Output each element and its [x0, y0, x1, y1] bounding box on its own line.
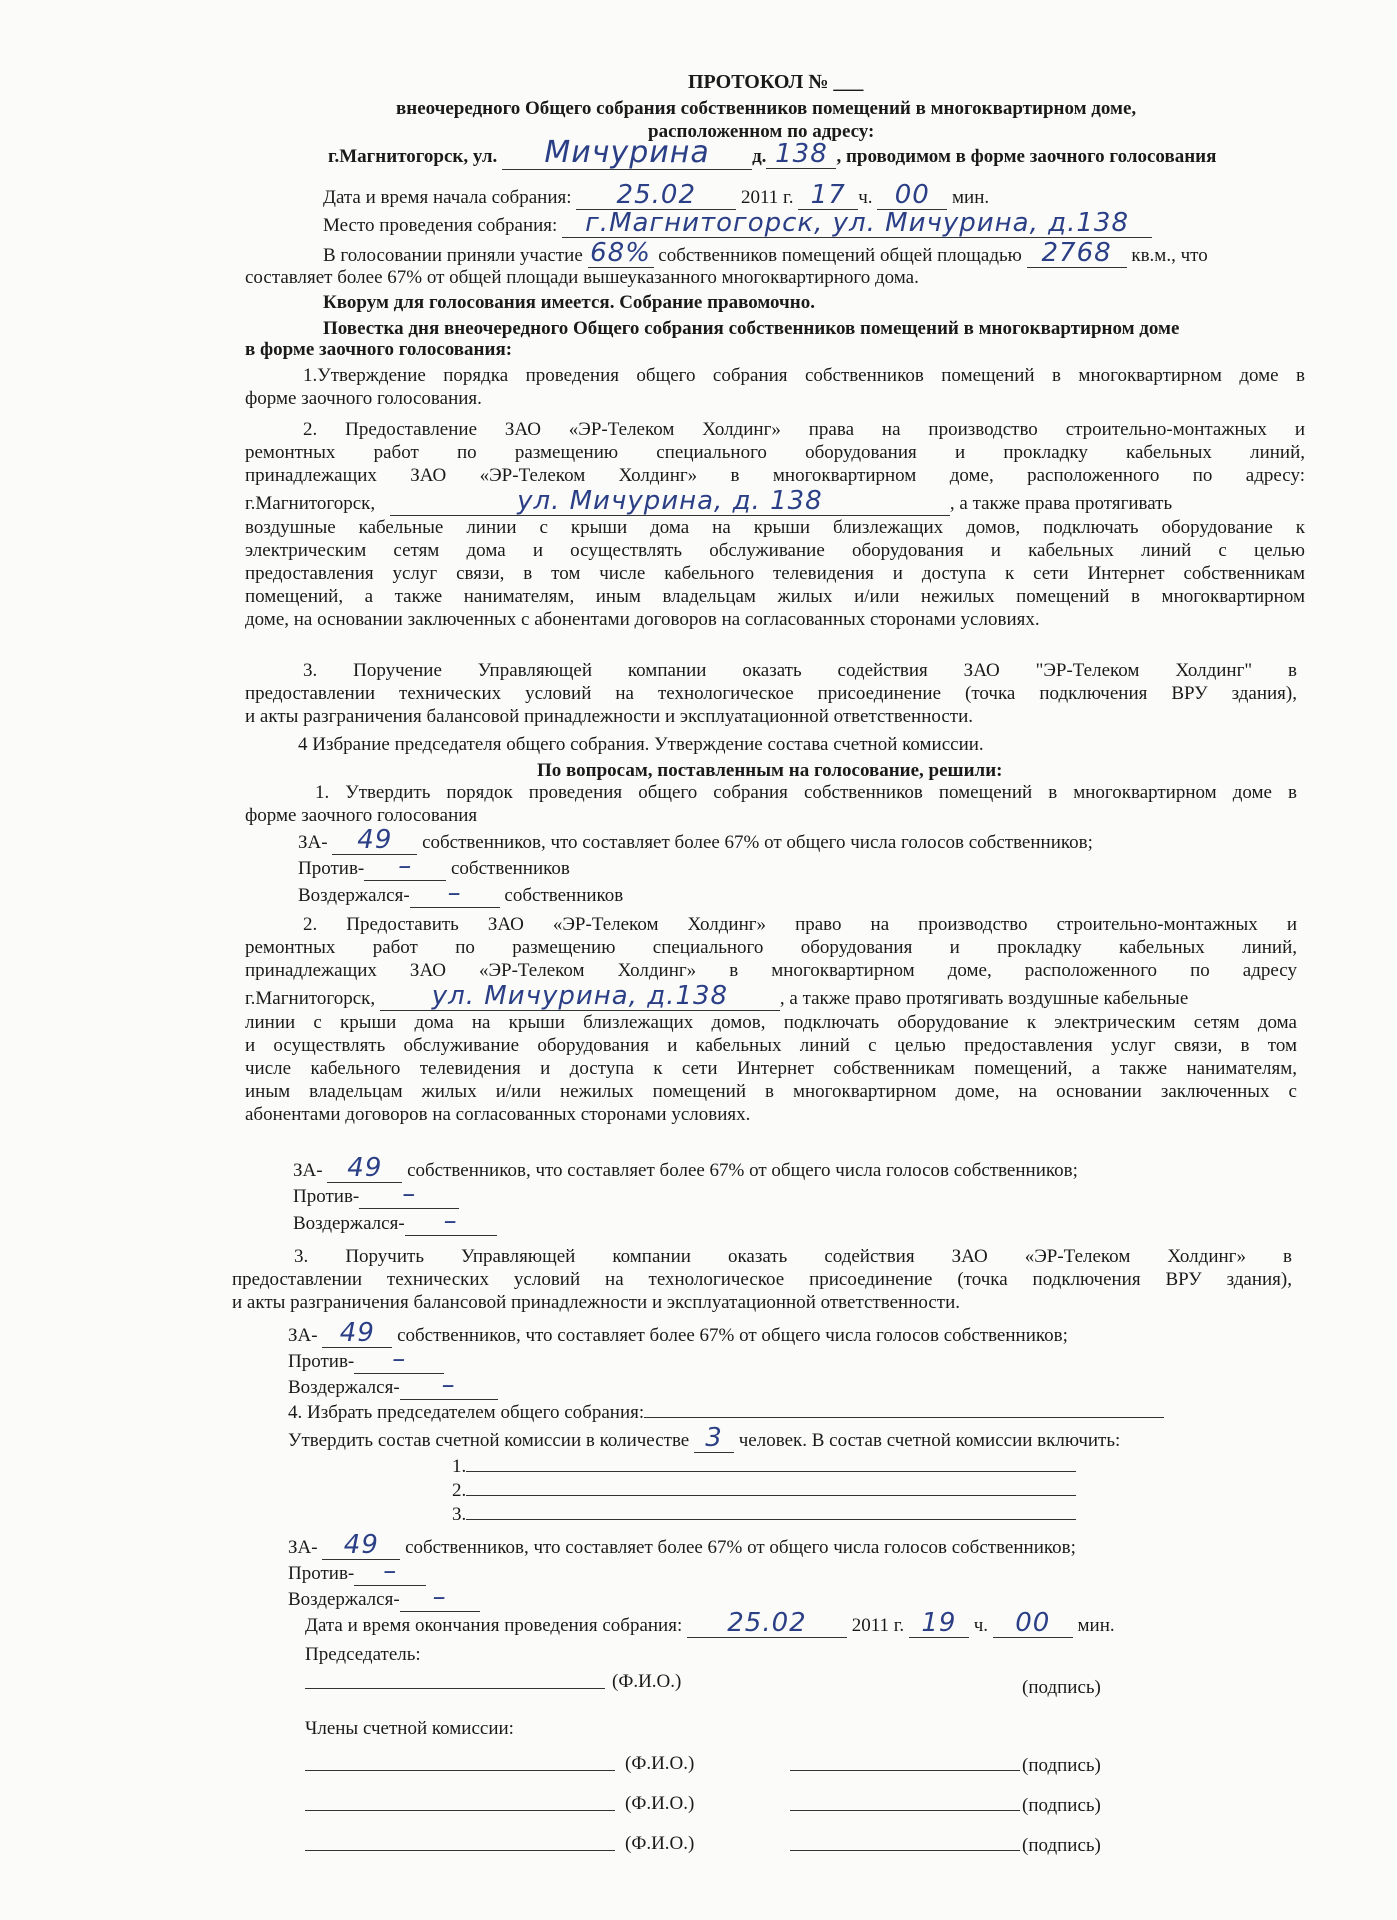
decision-3-line: 3. Поручить Управляющей компании оказать содействия ЗАО «ЭР-Телеком Холдинг» в [294, 1246, 1292, 1267]
participants-label: В голосовании приняли участие [323, 245, 583, 266]
commission-post: человек. В состав счетной комиссии включить: [738, 1430, 1121, 1451]
za-label: ЗА- [298, 832, 328, 853]
chair-blank-line [644, 1398, 1164, 1418]
decision-2-line: и осуществлять обслуживание оборудования и кабельных линий с целью предоставления услуг связи, в том [245, 1034, 1297, 1056]
against-handwritten: – [364, 853, 446, 881]
min-label: мин. [952, 187, 990, 208]
start-label: Дата и время начала собрания: [323, 187, 572, 208]
member-2-name-line [305, 1810, 615, 1811]
city-label: г.Магнитогорск, ул. [328, 146, 498, 167]
commission-pre: Утвердить состав счетной комиссии в количестве [288, 1430, 690, 1451]
address-caption: расположенном по адресу: [648, 121, 875, 142]
agenda-item-1-line: форме заочного голосования. [245, 388, 482, 410]
commission-member-1 [452, 1452, 1076, 1478]
hour-label: ч. [858, 187, 873, 208]
agenda-item-2-line: воздушные кабельные линии с крыши дома на крыши близлежащих домов, подключать оборудование к [245, 516, 1305, 538]
agenda-item-3-line: 3. Поручение Управляющей компании оказать содействия ЗАО "ЭР-Телеком Холдинг" в [303, 660, 1297, 681]
za-tail: собственников, что составляет более 67% от общего числа голосов собственников; [422, 832, 1093, 853]
start-date-handwritten: 25.02 [576, 182, 736, 210]
za-label: ЗА- [293, 1160, 323, 1181]
against-label: Против- [298, 858, 365, 879]
member-3-name-line [305, 1850, 615, 1851]
abstain-handwritten: – [400, 1584, 480, 1612]
vote-against-4 [288, 1558, 426, 1586]
decisions-title: По вопросам, поставленным на голосование, решили: [537, 760, 1003, 781]
owners-label: собственников [504, 885, 624, 906]
za-label: ЗА- [288, 1325, 318, 1346]
za-handwritten: 49 [322, 1532, 400, 1560]
member-2-sign: (подпись) [1022, 1795, 1101, 1816]
city-label: г.Магнитогорск, [245, 987, 376, 1009]
vote-against-3 [288, 1346, 444, 1374]
agenda-item-2-after: , а также права протягивать [949, 492, 1173, 514]
za-label: ЗА- [288, 1537, 318, 1558]
vote-abstain-3 [288, 1372, 498, 1400]
abstain-handwritten: – [405, 1208, 497, 1236]
agenda-item-1 [245, 364, 1305, 410]
commission-line [288, 1425, 1120, 1453]
agenda-item-3-line: предоставлении технических условий на технологическое присоединение (точка подключения ВРУ здания), [245, 683, 1297, 705]
against-label: Против- [288, 1351, 355, 1372]
agenda-title-cont: в форме заочного голосования: [245, 339, 513, 360]
decision-3-line: предоставлении технических условий на технологическое присоединение (точка подключения ВРУ здания), [232, 1269, 1292, 1291]
decision-2-line: ремонтных работ по размещению специального оборудования и прокладку кабельных линий, [245, 937, 1297, 959]
end-date-handwritten: 25.02 [687, 1610, 847, 1638]
members-label: Члены счетной комиссии: [305, 1718, 514, 1739]
agenda-item-2-line: доме, на основании заключенных с абонентами договоров на согласованных сторонами условиях. [245, 609, 1040, 631]
street-handwritten: Мичурина [502, 138, 752, 170]
protocol-subtitle: внеочередного Общего собрания собственников помещений в многоквартирном доме, [396, 98, 1137, 119]
abstain-label: Воздержался- [298, 885, 410, 906]
za-handwritten: 49 [332, 827, 417, 855]
member-3-fio: (Ф.И.О.) [625, 1833, 695, 1854]
abstain-label: Воздержался- [293, 1213, 405, 1234]
decision-2-line: числе кабельного телевидения и доступа к сети Интернет собственникам помещений, а также нанимателям, [245, 1057, 1297, 1079]
form-label: , проводимом в форме заочного голосования [836, 146, 1217, 167]
end-line [305, 1610, 1115, 1638]
member-2-sign-line [790, 1810, 1020, 1811]
house-label: д. [752, 146, 767, 167]
year-label: 2011 г. [851, 1615, 905, 1636]
abstain-label: Воздержался- [288, 1589, 400, 1610]
agenda-title: Повестка дня внеочередного Общего собрания собственников помещений в многоквартирном доме [323, 318, 1180, 339]
against-handwritten: – [354, 1346, 444, 1374]
commission-member-3 [452, 1500, 1076, 1526]
vote-against-2 [293, 1181, 459, 1209]
commission-member-2 [452, 1476, 1076, 1502]
member-number: 1. [452, 1456, 467, 1477]
agenda-item-1-line: 1.Утверждение порядка проведения общего собрания собственников помещений в многоквартирном доме в [303, 365, 1305, 386]
hour-label: ч. [973, 1615, 988, 1636]
decision-2-after: , а также право протягивать воздушные кабельные [779, 987, 1189, 1009]
protocol-title: ПРОТОКОЛ № ___ [688, 71, 864, 93]
member-1-sign: (подпись) [1022, 1755, 1101, 1776]
end-label: Дата и время окончания проведения собрания: [305, 1615, 683, 1636]
za-tail: собственников, что составляет более 67% от общего числа голосов собственников; [397, 1325, 1068, 1346]
za-tail: собственников, что составляет более 67% от общего числа голосов собственников; [405, 1537, 1076, 1558]
decision-2-address [245, 980, 1297, 1011]
participants-line [323, 240, 1208, 268]
place-line [323, 210, 1152, 238]
abstain-label: Воздержался- [288, 1377, 400, 1398]
house-handwritten: 138 [766, 141, 836, 169]
vote-za-4 [288, 1532, 1076, 1560]
start-line [323, 182, 989, 210]
owners-label: собственников [451, 858, 570, 879]
decision-2-line: линии с крыши дома на крыши близлежащих домов, подключать оборудование к электрическим сетям дома [245, 1011, 1297, 1033]
chair-fio-label: (Ф.И.О.) [612, 1671, 682, 1692]
place-label: Место проведения собрания: [323, 215, 558, 236]
against-handwritten: – [359, 1181, 459, 1209]
year-label: 2011 г. [741, 187, 794, 208]
area-handwritten: 2768 [1027, 240, 1127, 268]
za-tail: собственников, что составляет более 67% от общего числа голосов собственников; [407, 1160, 1078, 1181]
against-handwritten: – [354, 1558, 426, 1586]
chair-label: Председатель: [305, 1644, 421, 1665]
vote-abstain-4 [288, 1584, 480, 1612]
area-unit: кв.м., что [1131, 245, 1208, 266]
agenda-item-2-line: помещений, а также нанимателям, иным владельцам жилых и/или нежилых помещений в многоквартирном [245, 586, 1305, 608]
chair-name-line [305, 1688, 605, 1689]
vote-against-1 [298, 853, 570, 881]
decision-4 [288, 1398, 1164, 1424]
agenda-item-2-address [245, 485, 1305, 516]
decision-4-label: 4. Избрать председателем общего собрания: [288, 1402, 645, 1423]
agenda-item-2-line: ремонтных работ по размещению специального оборудования и прокладку кабельных линий, [245, 442, 1305, 464]
participants-handwritten: 68% [588, 240, 654, 268]
decision-2-line: абонентами договоров на согласованных сторонами условиях. [245, 1104, 751, 1126]
participants-tail: собственников помещений общей площадью [658, 245, 1022, 266]
agenda-item-4: 4 Избрание председателя общего собрания. Утверждение состава счетной комиссии. [298, 734, 984, 755]
end-hour-handwritten: 19 [909, 1610, 969, 1638]
agenda-item-2-line: принадлежащих ЗАО «ЭР-Телеком Холдинг» в многоквартирном доме, расположенного по адресу: [245, 465, 1305, 487]
chair-sign-label: (подпись) [1022, 1677, 1101, 1698]
za-handwritten: 49 [322, 1320, 392, 1348]
place-handwritten: г.Магнитогорск, ул. Мичурина, д.138 [562, 210, 1152, 238]
decision-2-line: принадлежащих ЗАО «ЭР-Телеком Холдинг» в многоквартирном доме, расположенного по адресу [245, 960, 1297, 982]
vote-abstain-2 [293, 1208, 497, 1236]
member-2-fio: (Ф.И.О.) [625, 1793, 695, 1814]
member-number: 2. [452, 1480, 467, 1501]
end-min-handwritten: 00 [993, 1610, 1073, 1638]
decision-2 [245, 913, 1297, 1126]
address-line [328, 135, 1217, 170]
agenda-item-3 [245, 659, 1297, 729]
city-label: г.Магнитогорск, [245, 492, 376, 514]
member-3-sign: (подпись) [1022, 1835, 1101, 1856]
agenda-item-2 [245, 418, 1305, 631]
agenda-address-handwritten: ул. Мичурина, д. 138 [390, 488, 950, 516]
start-hour-handwritten: 17 [798, 182, 858, 210]
against-label: Против- [288, 1563, 355, 1584]
za-handwritten: 49 [327, 1155, 402, 1183]
decision-1-line: форме заочного голосования [245, 805, 478, 827]
against-label: Против- [293, 1186, 360, 1207]
decision-2-line: 2. Предоставить ЗАО «ЭР-Телеком Холдинг» право на производство строительно-монтажных и [303, 914, 1297, 935]
member-3-sign-line [790, 1850, 1020, 1851]
decision-3-line: и акты разграничения балансовой принадлежности и эксплуатационной ответственности. [232, 1292, 960, 1314]
decision-2-line: иным владельцам жилых и/или нежилых помещений в многоквартирном доме, на основании заключенных с [245, 1081, 1297, 1103]
member-1-fio: (Ф.И.О.) [625, 1753, 695, 1774]
agenda-item-3-line: и акты разграничения балансовой принадлежности и эксплуатационной ответственности. [245, 706, 973, 728]
member-blank-line [466, 1476, 1076, 1496]
share-line: составляет более 67% от общей площади вышеуказанного многоквартирного дома. [245, 267, 919, 288]
decision-1 [245, 781, 1297, 827]
decision-3 [232, 1245, 1292, 1315]
min-label: мин. [1077, 1615, 1115, 1636]
member-blank-line [466, 1452, 1076, 1472]
decision-address-handwritten: ул. Мичурина, д.138 [380, 983, 780, 1011]
member-1-name-line [305, 1770, 615, 1771]
abstain-handwritten: – [410, 880, 500, 908]
vote-abstain-1 [298, 880, 623, 908]
agenda-item-2-line: 2. Предоставление ЗАО «ЭР-Телеком Холдинг» права на производство строительно-монтажных и [303, 419, 1305, 440]
member-number: 3. [452, 1504, 467, 1525]
agenda-item-2-line: электрическим сетям дома и осуществлять обслуживание оборудования и кабельных линий с целью [245, 539, 1305, 561]
agenda-item-2-line: предоставления услуг связи, в том числе кабельного телевидения и доступа к сети Интернет собственникам [245, 562, 1305, 584]
start-min-handwritten: 00 [877, 182, 947, 210]
member-1-sign-line [790, 1770, 1020, 1771]
member-blank-line [466, 1500, 1076, 1520]
quorum-line: Кворум для голосования имеется. Собрание правомочно. [323, 292, 815, 313]
decision-1-line: 1. Утвердить порядок проведения общего собрания собственников помещений в многоквартирном доме в [315, 782, 1297, 803]
vote-za-1 [298, 827, 1093, 855]
commission-count-handwritten: 3 [694, 1425, 734, 1453]
abstain-handwritten: – [400, 1372, 498, 1400]
